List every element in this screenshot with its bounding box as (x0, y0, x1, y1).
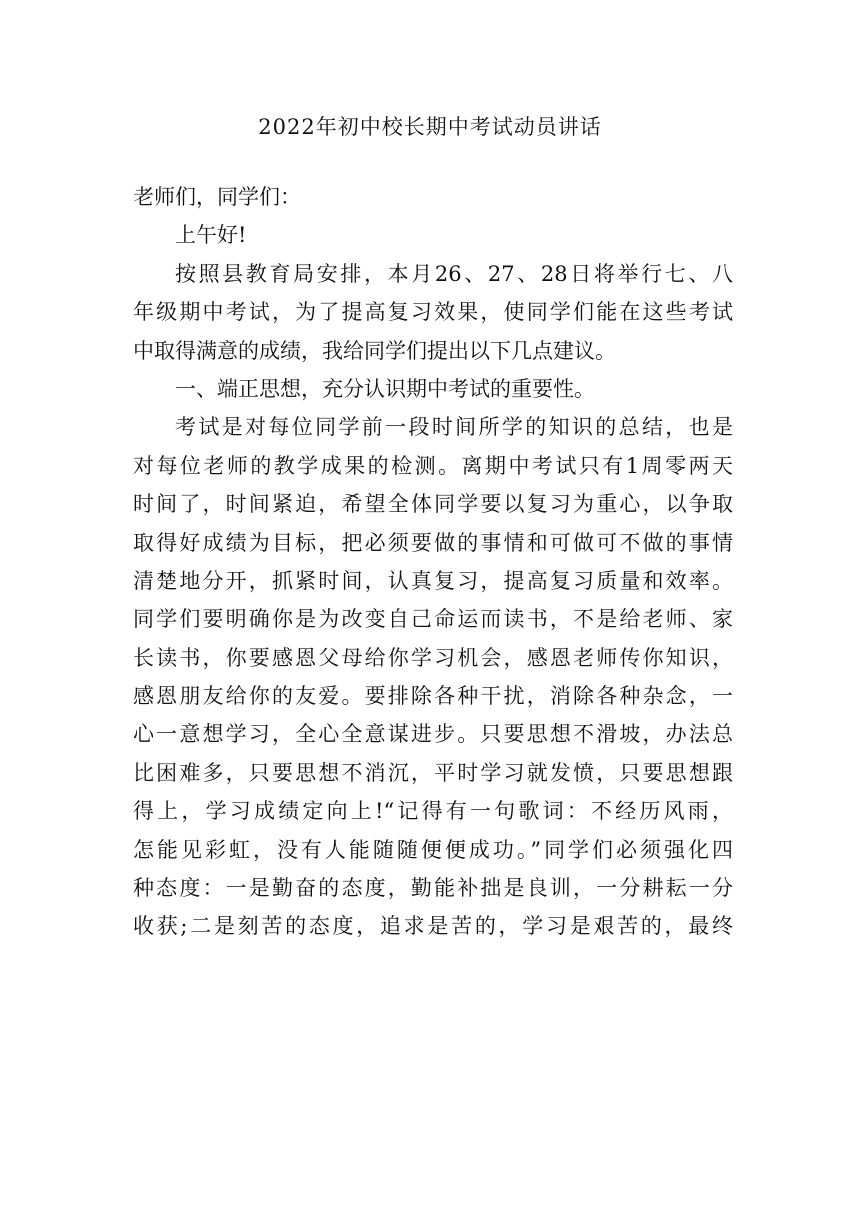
text-line: 老师们，同学们： (133, 185, 301, 209)
text-line: 比困难多，只要思想不消沉，平时学习就发愤，只要思想跟 (133, 760, 733, 785)
text-line: 上午好! (175, 223, 247, 248)
document-body (133, 178, 733, 946)
text-line: 怎能见彩虹，没有人能随随便便成功。”同学们必须强化四 (133, 837, 733, 862)
text-line: 感恩朋友给你的友爱。要排除各种干扰，消除各种杂念，一 (133, 684, 733, 709)
text-line: 得上，学习成绩定向上!“记得有一句歌词：不经历风雨， (133, 799, 733, 824)
document-title: 2022年初中校长期中考试动员讲话 (258, 115, 602, 139)
text-line: 按照县教育局安排，本月26、27、28日将举行七、八 (175, 261, 733, 286)
text-line: 一、端正思想，充分认识期中考试的重要性。 (175, 376, 595, 401)
text-line: 年级期中考试，为了提高复习效果，使同学们能在这些考试 (133, 300, 733, 325)
text-line: 长读书，你要感恩父母给你学习机会，感恩老师传你知识， (133, 645, 733, 670)
text-line: 中取得满意的成绩，我给同学们提出以下几点建议。 (133, 338, 616, 363)
text-line: 种态度：一是勤奋的态度，勤能补拙是良训，一分耕耘一分 (133, 876, 733, 901)
text-line: 收获;二是刻苦的态度，追求是苦的，学习是艰苦的，最终 (133, 914, 733, 939)
text-line: 取得好成绩为目标，把必须要做的事情和可做可不做的事情 (133, 530, 733, 555)
text-line: 考试是对每位同学前一段时间所学的知识的总结，也是 (175, 415, 733, 440)
text-line: 同学们要明确你是为改变自己命运而读书，不是给老师、家 (133, 607, 733, 632)
text-line: 清楚地分开，抓紧时间，认真复习，提高复习质量和效率。 (133, 568, 733, 593)
text-line: 时间了，时间紧迫，希望全体同学要以复习为重心，以争取 (133, 492, 733, 517)
text-line: 心一意想学习，全心全意谋进步。只要思想不滑坡，办法总 (133, 722, 733, 747)
text-line: 对每位老师的教学成果的检测。离期中考试只有1周零两天 (133, 453, 733, 478)
